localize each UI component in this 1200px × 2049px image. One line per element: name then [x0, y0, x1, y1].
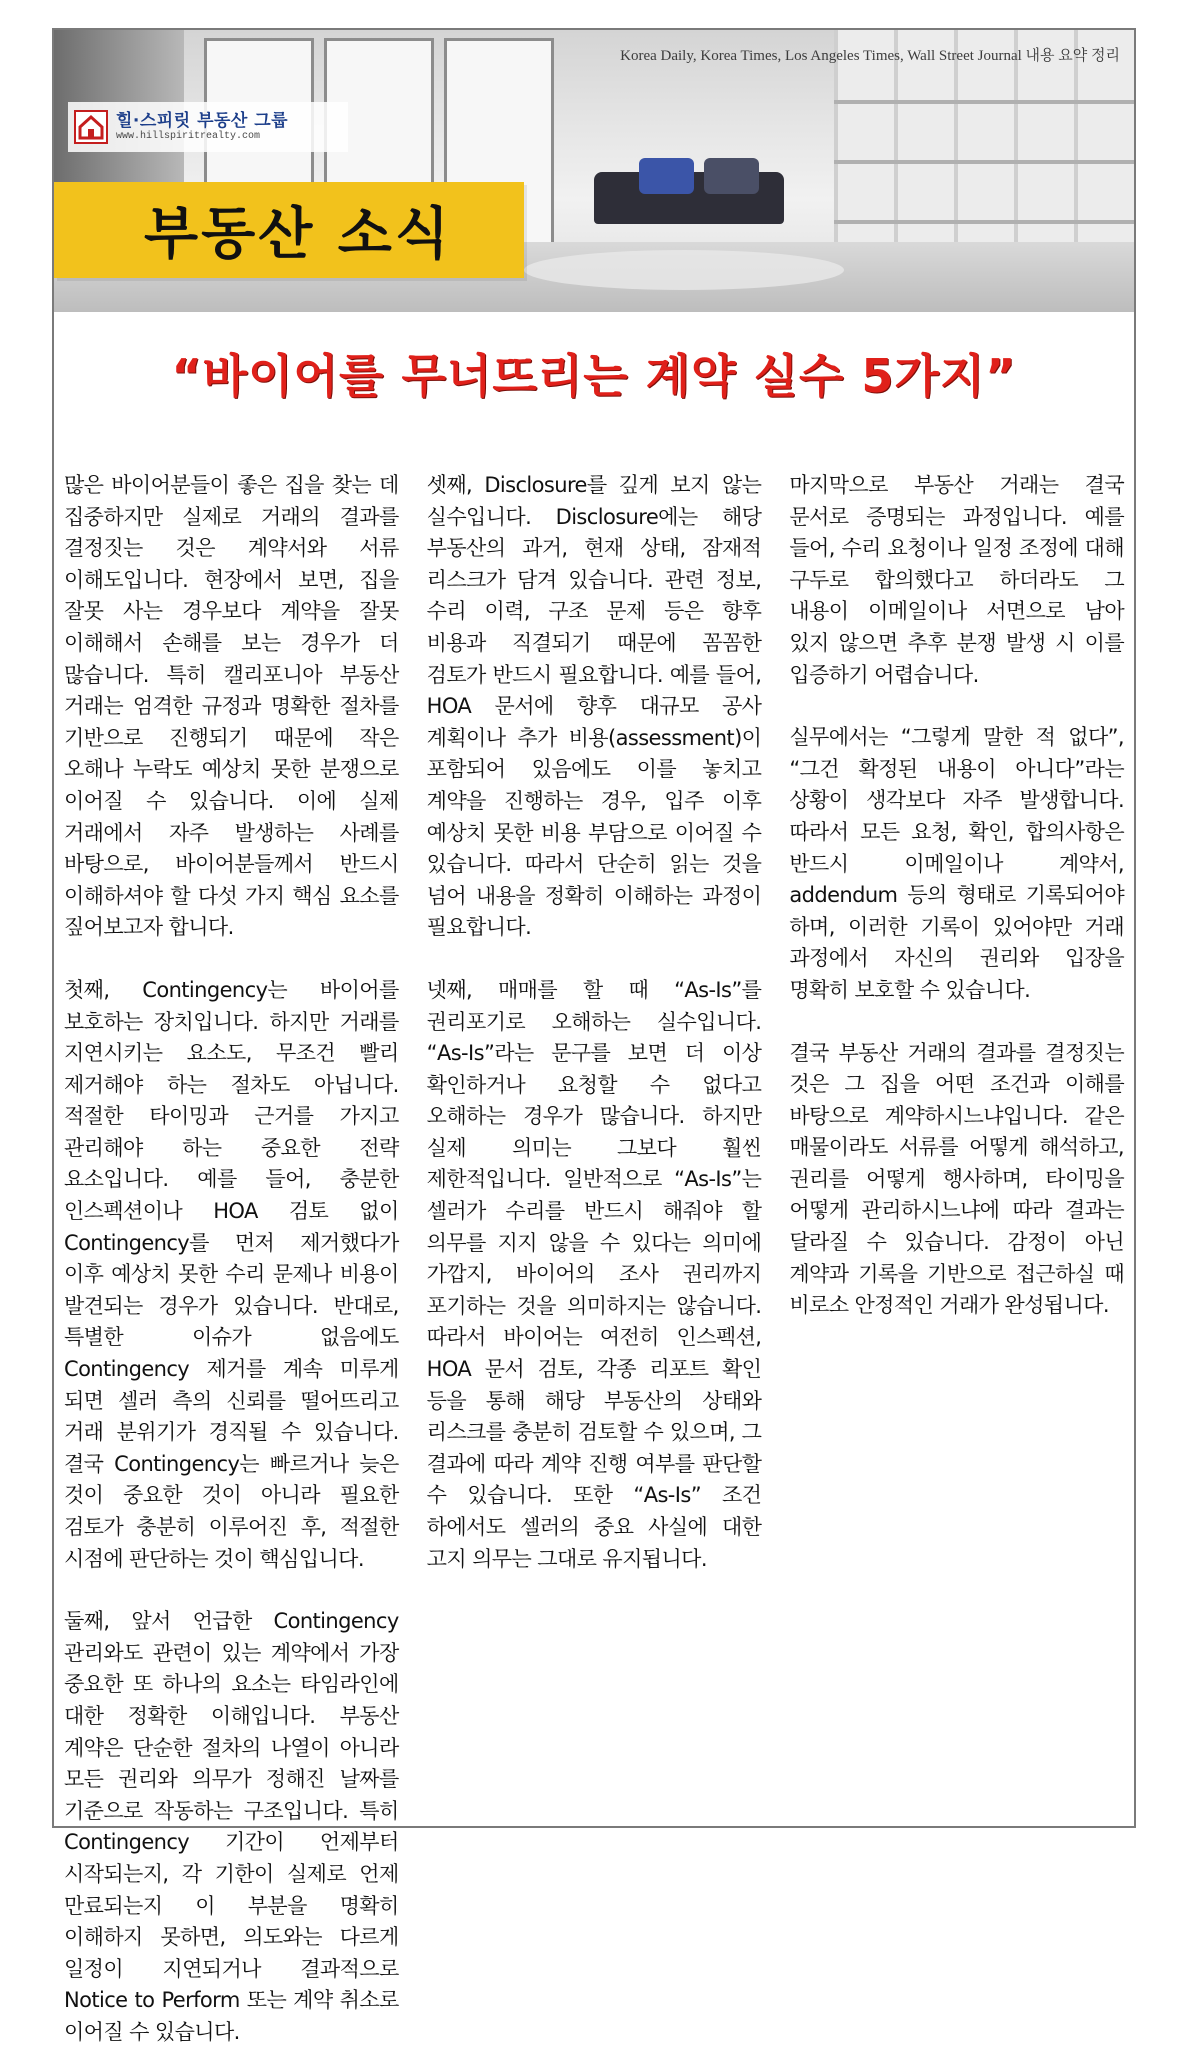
paragraph-conclusion: 결국 부동산 거래의 결과를 결정짓는 것은 그 집을 어떤 조건과 이해를 바탕으로 계약하시느냐입니다. 같은 매물이라도 서류를 어떻게 해석하고, 권리를 어떻게 행사하며, 타이밍을 어떻게 관리하시느냐에 따라 결과는 달라질 수 있습니다. 감정이 아닌 계약과 기록을 기반으로 접근하실 때 비로소 안정적인 거래가 완성됩니다.: [789, 1040, 1125, 1318]
logo-url: www.hillspiritrealty.com: [116, 130, 261, 142]
banner-photo-cushion: [704, 158, 759, 194]
shelf-line: [834, 220, 1134, 224]
banner-photo-rug: [524, 250, 844, 290]
paragraph-last: 마지막으로 부동산 거래는 결국 문서로 증명되는 과정입니다. 예를 들어, 수리 요청이나 일정 조정에 대해 구두로 합의했다고 하더라도 그 내용이 이메일이나 서면으로 남아 있지 않으면 추후 분쟁 발생 시 이를 입증하기 어렵습니다.: [789, 473, 1125, 687]
paragraph-second: 둘째, 앞서 언급한 Contingency 관리와도 관련이 있는 계약에서 가장 중요한 또 하나의 요소는 타임라인에 대한 정확한 이해입니다. 부동산 계약은 단순한 절차의 나열이 아니라 모든 권리와 의무가 정해진 날짜를 기준으로 작동하는 구조입니다. 특히 Contingency 기간이 언제부터 시작되는지, 각 기한이 실제로 언제 만료되는지 이 부분을 명확히 이해하지 못하면, 의도와는 다르게 일정이 지연되거나 결과적으로 Notice to Perform 또는 계약 취소로 이어질 수 있습니다.: [64, 1609, 399, 2044]
article-columns: [64, 470, 1125, 2044]
section-tag: [54, 182, 524, 278]
paragraph-practice: 실무에서는 “그렇게 말한 적 없다”, “그건 확정된 내용이 아니다”라는 상황이 생각보다 자주 발생합니다. 따라서 모든 요청, 확인, 합의사항은 반드시 이메일이나 계약서, addendum 등의 형태로 기록되어야 하며, 이러한 기록이 있어야만 거래 과정에서 자신의 권리와 입장을 명확히 보호할 수 있습니다.: [789, 725, 1125, 1002]
company-logo: [68, 102, 348, 152]
section-title: 부동산 소식: [144, 202, 452, 267]
article-column-1: [64, 470, 399, 2044]
paragraph-intro: 많은 바이어분들이 좋은 집을 찾는 데 집중하지만 실제로 거래의 결과를 결정짓는 것은 계약서와 서류 이해도입니다. 현장에서 보면, 집을 잘못 사는 경우보다 계약을 잘못 이해해서 손해를 보는 경우가 더 많습니다. 특히 캘리포니아 부동산 거래는 엄격한 규정과 명확한 절차를 기반으로 진행되기 때문에 작은 오해나 누락도 예상치 못한 분쟁으로 이어질 수 있습니다. 이에 실제 거래에서 자주 발생하는 사례를 바탕으로, 바이어분들께서 반드시 이해하셔야 할 다섯 가지 핵심 요소를 짚어보고자 합니다.: [64, 473, 399, 940]
logo-name: 힐·스피릿 부동산 그룹: [116, 111, 289, 132]
article-column-3: [789, 470, 1124, 1810]
header-banner: [54, 30, 1134, 312]
paragraph-first: 첫째, Contingency는 바이어를 보호하는 장치입니다. 하지만 거래를 지연시키는 요소도, 무조건 빨리 제거해야 하는 절차도 아닙니다. 적절한 타이밍과 근거를 가지고 관리해야 하는 중요한 전략 요소입니다. 예를 들어, 충분한 인스펙션이나 HOA 검토 없이 Contingency를 먼저 제거했다가 이후 예상치 못한 수리 문제나 비용이 발견되는 경우가 있습니다. 반대로, 특별한 이슈가 없음에도 Contingency 제거를 계속 미루게 되면 셀러 측의 신뢰를 떨어뜨리고 거래 분위기가 경직될 수 있습니다. 결국 Contingency는 빠르거나 늦은 것이 중요한 것이 아니라 필요한 검토가 충분히 이루어진 후, 적절한 시점에 판단하는 것이 핵심입니다.: [64, 977, 399, 1571]
article-headline: “바이어를 무너뜨리는 계약 실수 5가지”: [171, 349, 1017, 403]
shelf-line: [834, 160, 1134, 164]
paragraph-fourth: 넷째, 매매를 할 때 “As-Is”를 권리포기로 오해하는 실수입니다. “As-Is”라는 문구를 보면 더 이상 확인하거나 요청할 수 없다고 오해하는 경우가 많습니다. 하지만 실제 의미는 그보다 훨씬 제한적입니다. 일반적으로 “As-Is”는 셀러가 수리를 반드시 해줘야 할 의무를 지지 않을 수 있다는 의미에 가깝지, 바이어의 조사 권리까지 포기하는 것을 의미하지는 않습니다. 따라서 바이어는 여전히 인스펙션, HOA 문서 검토, 각종 리포트 확인 등을 통해 해당 부동산의 상태와 리스크를 충분히 검토할 수 있으며, 그 결과에 따라 계약 진행 여부를 판단할 수 있습니다. 또한 “As-Is” 조건 하에서도 셀러의 중요 사실에 대한 고지 의무는 그대로 유지됩니다.: [426, 977, 762, 1571]
paragraph-third: 셋째, Disclosure를 깊게 보지 않는 실수입니다. Disclosure에는 해당 부동산의 과거, 현재 상태, 잠재적 리스크가 담겨 있습니다. 관련 정보, 수리 이력, 구조 문제 등은 향후 비용과 직결되기 때문에 꼼꼼한 검토가 반드시 필요합니다. 예를 들어, HOA 문서에 향후 대규모 공사 계획이나 추가 비용(assessment)이 포함되어 있음에도 이를 놓치고 계약을 진행하는 경우, 입주 이후 예상치 못한 비용 부담으로 이어질 수 있습니다. 따라서 단순히 읽는 것을 넘어 내용을 정확히 이해하는 과정이 필요합니다.: [426, 473, 762, 940]
source-line: Korea Daily, Korea Times, Los Angeles Times, Wall Street Journal 내용 요약 정리: [620, 48, 1120, 64]
article-column-2: [427, 470, 762, 1810]
house-logo-icon: [74, 110, 108, 144]
newspaper-page: [52, 28, 1136, 2044]
shelf-line: [834, 100, 1134, 104]
banner-photo-cushion: [639, 158, 694, 194]
